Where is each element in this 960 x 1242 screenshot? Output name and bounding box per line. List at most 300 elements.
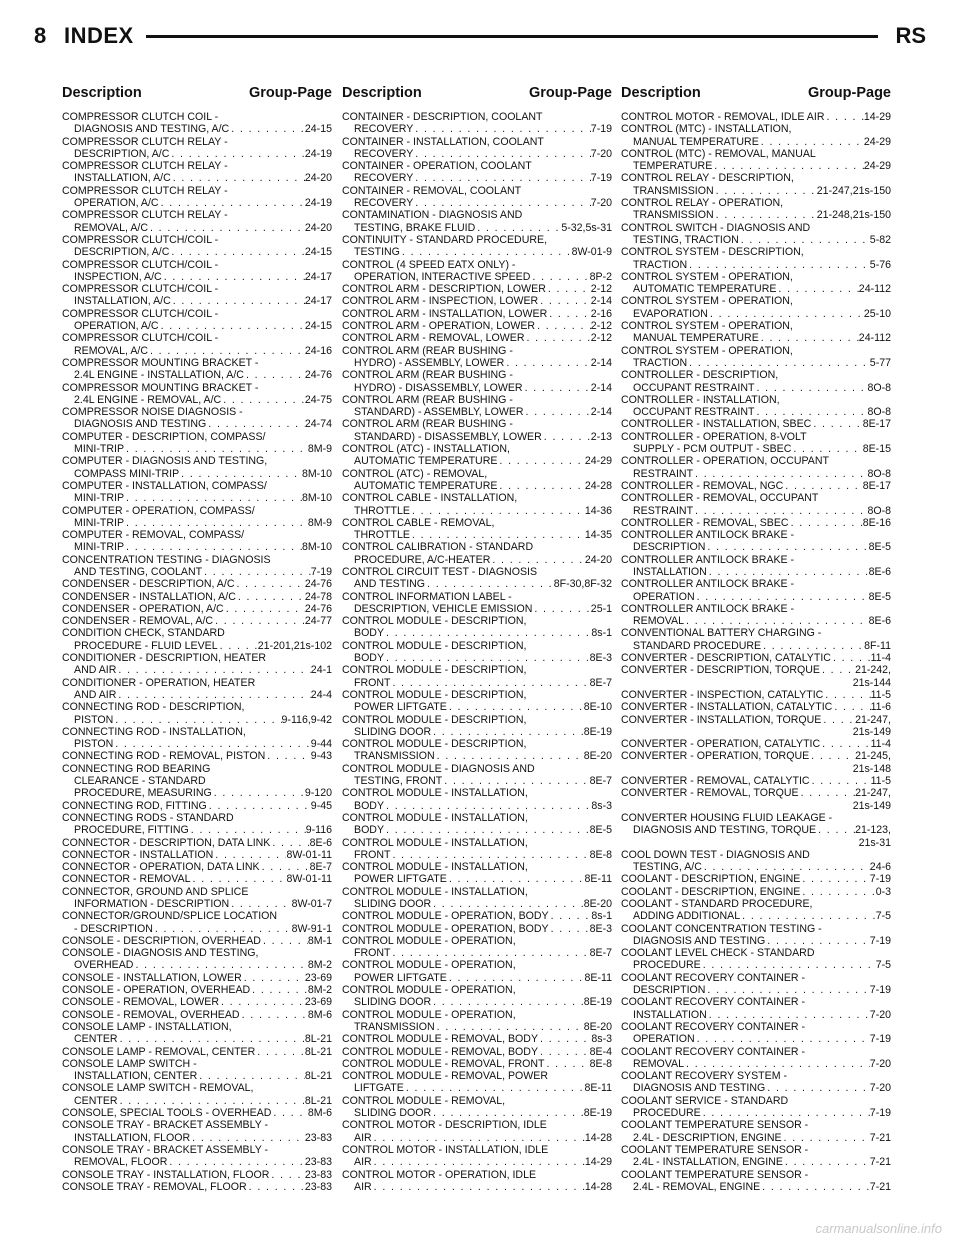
- entry-topic-line: [62, 959, 332, 971]
- dot-leader: [538, 295, 591, 307]
- index-entry: [342, 369, 612, 394]
- dot-leader: [530, 271, 589, 283]
- index-entry: [62, 1046, 332, 1058]
- entry-topic: CONVERTER - REMOVAL, CATALYTIC: [621, 775, 810, 788]
- group-page-ref: 24-29: [863, 135, 891, 148]
- entry-line: COMPUTER - DESCRIPTION, COMPASS/: [62, 430, 266, 443]
- entry-topic-line: [342, 775, 612, 787]
- entry-topic-line: [342, 246, 612, 258]
- entry-topic: EVAPORATION: [633, 307, 708, 320]
- group-page-ref: 7-5: [875, 959, 891, 972]
- group-page-ref: 8E-20: [583, 1020, 612, 1033]
- dot-leader: [116, 689, 310, 701]
- index-entry: [342, 1033, 612, 1045]
- entry-topic-line: [342, 824, 612, 836]
- entry-line: CONTROL CALIBRATION - STANDARD: [342, 541, 534, 554]
- group-page-ref: 5-32,5s-31: [561, 221, 612, 234]
- dot-leader: [823, 689, 870, 701]
- index-entry: [342, 308, 612, 320]
- entry-topic: CONSOLE, SPECIAL TOOLS - OVERHEAD: [62, 1107, 272, 1120]
- dot-leader: [782, 1132, 870, 1144]
- dot-leader: [213, 849, 286, 861]
- entry-topic: 2.4L - INSTALLATION, ENGINE: [633, 1156, 783, 1169]
- dot-leader: [242, 972, 305, 984]
- entry-topic: AIR: [354, 1131, 372, 1144]
- entry-topic: DESCRIPTION: [633, 984, 706, 997]
- entry-line: COMPRESSOR CLUTCH/COIL -: [62, 233, 219, 246]
- index-entry: [342, 1144, 612, 1169]
- entry-topic: CONVERTER - DESCRIPTION, TORQUE: [621, 664, 820, 677]
- entry-topic-line: [621, 136, 891, 148]
- index-entry: [62, 1119, 332, 1144]
- index-entry: [621, 1169, 891, 1194]
- entry-topic-line: [62, 148, 332, 160]
- entry-line: COMPRESSOR CLUTCH/COIL -: [62, 258, 219, 271]
- index-entry: [342, 1058, 612, 1070]
- group-page-ref: 8O-8: [867, 504, 891, 517]
- dot-leader: [435, 750, 584, 762]
- entry-topic: DIAGNOSIS AND TESTING, TORQUE: [633, 824, 817, 837]
- entry-topic: CONSOLE TRAY - INSTALLATION, FLOOR: [62, 1168, 270, 1181]
- index-entry: [62, 837, 332, 849]
- entry-line: CONTROL MODULE - DESCRIPTION,: [342, 664, 527, 677]
- entry-topic-line: [342, 677, 612, 689]
- entry-topic: CONTROL ARM - DESCRIPTION, LOWER: [342, 283, 546, 296]
- index-entry: [62, 185, 332, 210]
- group-page-ref: 8s-1: [591, 627, 612, 640]
- entry-topic: CONNECTOR - DESCRIPTION, DATA LINK: [62, 836, 271, 849]
- entry-topic-line: [62, 1070, 332, 1082]
- entry-topic-line: [342, 972, 612, 984]
- entry-line: CONSOLE - DIAGNOSIS AND TESTING,: [62, 947, 259, 960]
- dot-leader: [687, 259, 870, 271]
- entry-topic-line: [621, 640, 891, 652]
- entry-topic: FRONT: [354, 947, 391, 960]
- entry-topic-line: [621, 984, 891, 996]
- entry-topic: MANUAL TEMPERATURE: [633, 135, 759, 148]
- entry-topic: POWER LIFTGATE: [354, 971, 447, 984]
- entry-topic: PROCEDURE: [633, 1107, 701, 1120]
- entry-topic-line: [342, 382, 612, 394]
- entry-topic-line: [621, 750, 891, 762]
- dot-leader: [124, 517, 308, 529]
- index-entry: [621, 947, 891, 972]
- group-page-ref: 8E-4: [589, 1045, 612, 1058]
- index-entry: [342, 1095, 612, 1120]
- entry-topic-line: [62, 750, 332, 762]
- dot-leader: [190, 1132, 305, 1144]
- entry-line: CONTROL MODULE - OPERATION,: [342, 934, 516, 947]
- entry-topic: AIR: [354, 1180, 372, 1193]
- group-page-ref: 8O-8: [867, 406, 891, 419]
- entry-topic: AUTOMATIC TEMPERATURE: [354, 455, 498, 468]
- entry-line: CONTROL MODULE - DESCRIPTION,: [342, 639, 527, 652]
- entry-line: CONSOLE TRAY - BRACKET ASSEMBLY -: [62, 1143, 269, 1156]
- dot-leader: [224, 603, 305, 615]
- entry-topic: CONTROL ARM - INSPECTION, LOWER: [342, 295, 539, 308]
- entry-topic: CONSOLE - OPERATION, OVERHEAD: [62, 984, 251, 997]
- entry-line: CONTROL MODULE - OPERATION,: [342, 959, 516, 972]
- group-page-ref: 2-14: [590, 381, 612, 394]
- index-entry: [342, 837, 612, 862]
- entry-topic-line: [621, 566, 891, 578]
- index-entry: [342, 959, 612, 984]
- entry-line: COOLANT RECOVERY CONTAINER -: [621, 1020, 806, 1033]
- dot-leader: [413, 148, 591, 160]
- dot-leader: [413, 123, 591, 135]
- entry-topic: TEMPERATURE: [633, 160, 713, 173]
- group-page-ref: 7-19: [869, 1107, 891, 1120]
- entry-line: CONTROL SYSTEM - OPERATION,: [621, 270, 793, 283]
- group-page-ref: 2-14: [590, 406, 612, 419]
- dot-leader: [532, 603, 590, 615]
- entry-topic: LIFTGATE: [354, 1082, 404, 1095]
- group-page-ref: 8E-7: [589, 947, 612, 960]
- entry-topic-line: [621, 824, 891, 836]
- dot-leader: [255, 1046, 305, 1058]
- entry-topic: REMOVAL, FLOOR: [74, 1156, 168, 1169]
- entry-topic: BODY: [354, 799, 385, 812]
- group-page-ref-continued: 21s-148: [852, 762, 891, 775]
- entry-line: COMPUTER - OPERATION, COMPASS/: [62, 504, 255, 517]
- dot-leader: [218, 640, 258, 652]
- group-page-ref: 8E-7: [589, 775, 612, 788]
- entry-topic: CONVERTER - DESCRIPTION, CATALYTIC: [621, 652, 831, 665]
- dot-leader: [708, 308, 864, 320]
- entry-topic-line: [621, 357, 891, 369]
- entry-topic-line: [621, 259, 891, 271]
- index-entry: [621, 1095, 891, 1120]
- dot-leader: [372, 1181, 585, 1193]
- dot-leader: [824, 111, 863, 123]
- entry-topic: CONSOLE - REMOVAL, LOWER: [62, 996, 219, 1009]
- index-entry: [342, 418, 612, 443]
- group-page-ref: 8E-19: [583, 1107, 612, 1120]
- entry-topic-line: [342, 529, 612, 541]
- entry-line: CONSOLE LAMP - INSTALLATION,: [62, 1020, 232, 1033]
- entry-topic: BODY: [354, 627, 385, 640]
- dot-leader: [821, 714, 855, 726]
- entry-topic-line: [342, 1181, 612, 1193]
- group-page-ref: 9-45: [310, 799, 332, 812]
- entry-line: COMPRESSOR CLUTCH RELAY -: [62, 160, 228, 173]
- entry-line: CONTROL CABLE - INSTALLATION,: [342, 492, 518, 505]
- index-entry: [342, 787, 612, 812]
- entry-topic-line: [621, 935, 891, 947]
- entry-line: COOLANT TEMPERATURE SENSOR -: [621, 1119, 809, 1132]
- dot-leader: [250, 984, 308, 996]
- group-page-ref: 8L-21: [304, 1070, 332, 1083]
- index-entry: [342, 738, 612, 763]
- entry-line: CONTROL MODULE - DESCRIPTION,: [342, 688, 527, 701]
- entry-topic-line: [62, 984, 332, 996]
- index-entry: [62, 812, 332, 837]
- group-page-ref-continued: 21s-31: [858, 836, 891, 849]
- dot-leader: [538, 1033, 591, 1045]
- entry-topic: FRONT: [354, 848, 391, 861]
- entry-topic-line: [621, 664, 891, 676]
- entry-topic-line: [342, 652, 612, 664]
- entry-line: CLEARANCE - STANDARD: [74, 775, 206, 788]
- group-page-ref: 23-83: [304, 1156, 332, 1169]
- index-entry: [342, 566, 612, 591]
- group-page-ref: 25-10: [863, 307, 891, 320]
- entry-topic-line: [62, 738, 332, 750]
- index-entry: [62, 259, 332, 284]
- entry-topic-line: [621, 1033, 891, 1045]
- entry-topic: TESTING, FRONT: [354, 775, 443, 788]
- entry-topic: REMOVAL: [633, 1057, 685, 1070]
- group-page-ref: 8E-5: [589, 824, 612, 837]
- entry-topic: THROTTLE: [354, 529, 410, 542]
- dot-leader: [810, 775, 871, 787]
- entry-topic-line: [621, 738, 891, 750]
- entry-topic-line: [342, 1021, 612, 1033]
- group-page-ref: 24-6: [869, 861, 891, 874]
- group-page-ref: 24-20: [584, 553, 612, 566]
- entry-topic: CONSOLE - DESCRIPTION, OVERHEAD: [62, 934, 261, 947]
- group-page-ref: 8M-1: [307, 934, 332, 947]
- index-entry: [621, 345, 891, 370]
- dot-leader: [247, 1181, 305, 1193]
- entry-topic: BODY: [354, 824, 385, 837]
- entry-topic-line: [621, 689, 891, 701]
- index-entry: [62, 1169, 332, 1181]
- entry-line: COMPRESSOR NOISE DIAGNOSIS -: [62, 406, 243, 419]
- dot-leader: [236, 591, 305, 603]
- entry-topic: CONDENSER - INSTALLATION, A/C: [62, 590, 236, 603]
- entry-line: CONTROL (4 SPEED EATX ONLY) -: [342, 258, 516, 271]
- group-page-ref: 8E-7: [589, 676, 612, 689]
- entry-line: CONTROL CABLE - REMOVAL,: [342, 516, 495, 529]
- index-entry: [62, 996, 332, 1008]
- index-entry: [62, 111, 332, 136]
- dot-leader: [148, 222, 305, 234]
- dot-leader: [118, 1095, 305, 1107]
- group-page-ref: 8L-21: [304, 1045, 332, 1058]
- index-entry: [342, 1009, 612, 1034]
- dot-leader: [431, 1107, 584, 1119]
- entry-topic: CONSOLE TRAY - REMOVAL, FLOOR: [62, 1180, 247, 1193]
- dot-leader: [260, 861, 310, 873]
- group-page-ref: 8E-20: [583, 750, 612, 763]
- dot-leader: [206, 418, 305, 430]
- entry-topic-line: [62, 849, 332, 861]
- entry-topic: CONSOLE LAMP - REMOVAL, CENTER: [62, 1045, 256, 1058]
- entry-line: CONTROL ARM (REAR BUSHING -: [342, 393, 513, 406]
- entry-line: CONTROLLER - OPERATION, OCCUPANT: [621, 455, 829, 468]
- entry-topic: DIAGNOSIS AND TESTING, A/C: [74, 123, 230, 136]
- index-entry: [621, 873, 891, 885]
- entry-topic-line: [62, 468, 332, 480]
- entry-topic: REMOVAL, A/C: [74, 221, 148, 234]
- entry-topic-line: [62, 837, 332, 849]
- group-page-ref: 23-69: [304, 996, 332, 1009]
- dot-leader: [707, 1009, 870, 1021]
- index-entry: [621, 529, 891, 554]
- entry-topic: MANUAL TEMPERATURE: [633, 332, 759, 345]
- entry-topic: SLIDING DOOR: [354, 996, 432, 1009]
- group-page-ref: 24-20: [304, 221, 332, 234]
- group-page-ref: 23-83: [304, 1180, 332, 1193]
- dot-leader: [702, 861, 870, 873]
- index-entry: [621, 431, 891, 456]
- entry-topic-line: [62, 443, 332, 455]
- index-entry: [62, 1058, 332, 1083]
- entry-line: CONTROL ARM (REAR BUSHING -: [342, 369, 513, 382]
- entry-topic-line: [342, 627, 612, 639]
- index-entry: [621, 923, 891, 948]
- entry-topic: COOLANT - DESCRIPTION, ENGINE: [621, 873, 801, 886]
- index-entry: [621, 492, 891, 517]
- index-entry: [62, 382, 332, 407]
- entry-topic-line: [342, 1132, 612, 1144]
- entry-line: CONTROLLER ANTILOCK BRAKE -: [621, 578, 795, 591]
- dot-leader: [384, 800, 591, 812]
- dot-leader: [271, 1107, 307, 1119]
- index-entry: [62, 455, 332, 480]
- index-entry: [62, 431, 332, 456]
- dot-leader: [447, 701, 584, 713]
- entry-topic-line: [621, 1156, 891, 1168]
- entry-line: CONTROL MODULE - REMOVAL, POWER: [342, 1070, 549, 1083]
- entry-line: CONNECTING ROD BEARING: [62, 762, 211, 775]
- entry-line: CONTROL MODULE - DESCRIPTION,: [342, 738, 527, 751]
- index-entry: [621, 123, 891, 148]
- index-entry: [62, 947, 332, 972]
- group-page-ref: 7-19: [869, 984, 891, 997]
- index-entry: [62, 591, 332, 603]
- entry-line: CONTROL RELAY - OPERATION,: [621, 197, 784, 210]
- entry-line: COMPUTER - REMOVAL, COMPASS/: [62, 529, 245, 542]
- group-page-ref: 24-17: [304, 295, 332, 308]
- dot-leader: [133, 959, 307, 971]
- entry-topic: STANDARD PROCEDURE: [633, 639, 762, 652]
- entry-topic: OPERATION: [633, 590, 695, 603]
- entry-topic: THROTTLE: [354, 504, 410, 517]
- entry-line: COOLANT - STANDARD PROCEDURE,: [621, 898, 813, 910]
- dot-leader: [799, 787, 855, 799]
- entry-topic: CONTROLLER - REMOVAL, NGC: [621, 479, 784, 492]
- entry-topic-line: [621, 505, 891, 517]
- index-entry: [342, 689, 612, 714]
- entry-topic-line: [62, 689, 332, 701]
- entry-topic: REMOVAL: [633, 615, 685, 628]
- entry-line: COOLANT LEVEL CHECK - STANDARD: [621, 947, 815, 960]
- group-page-ref: 8W-01-11: [286, 848, 332, 861]
- entry-topic: CONNECTOR - OPERATION, DATA LINK: [62, 861, 260, 874]
- group-page-ref: 8s-1: [591, 910, 612, 923]
- index-entry: [342, 1070, 612, 1095]
- entry-topic: BODY: [354, 652, 385, 665]
- entry-line: CONTROL MODULE - INSTALLATION,: [342, 836, 528, 849]
- group-page-ref-continued: 21s-144: [852, 676, 891, 689]
- entry-topic: STANDARD) - DISASSEMBLY, LOWER: [354, 430, 542, 443]
- entry-topic-line: [342, 222, 612, 234]
- index-entry: [62, 910, 332, 935]
- entry-line: CONTROLLER ANTILOCK BRAKE -: [621, 553, 795, 566]
- entry-topic: CONVERTER - INSTALLATION, TORQUE: [621, 713, 822, 726]
- entry-topic: DESCRIPTION, A/C: [74, 147, 170, 160]
- index-entry: [621, 627, 891, 652]
- section-code: RS: [895, 23, 926, 48]
- index-entry: [62, 308, 332, 333]
- dot-leader: [171, 172, 305, 184]
- entry-line: CONTROL MODULE - DESCRIPTION,: [342, 615, 527, 628]
- group-page-ref: 8L-21: [304, 1033, 332, 1046]
- entry-line: CONDITIONER - DESCRIPTION, HEATER: [62, 652, 267, 665]
- entry-topic-line: [62, 295, 332, 307]
- entry-topic: RESTRAINT: [633, 504, 694, 517]
- group-page-ref: 8E-6: [868, 565, 891, 578]
- entry-topic-line: [621, 910, 891, 922]
- group-page-heading: Group-Page: [249, 85, 332, 101]
- index-entry: [342, 591, 612, 616]
- group-page-ref: 8E-16: [862, 516, 891, 529]
- dot-leader: [118, 1033, 305, 1045]
- entry-topic: OPERATION, A/C: [74, 197, 159, 210]
- index-entry: [62, 701, 332, 726]
- entry-line: CONSOLE LAMP SWITCH - REMOVAL,: [62, 1082, 254, 1095]
- entry-topic: SLIDING DOOR: [354, 1107, 432, 1120]
- group-page-ref: 24-15: [304, 246, 332, 259]
- entry-topic-line: [62, 123, 332, 135]
- index-entry: [62, 726, 332, 751]
- dot-leader: [714, 185, 817, 197]
- group-page-ref: 8E-6: [309, 836, 332, 849]
- entry-topic-line: [621, 332, 891, 344]
- entry-topic: 2.4L ENGINE - REMOVAL, A/C: [74, 393, 222, 406]
- entry-topic: CONTROL ARM - OPERATION, LOWER: [342, 320, 536, 333]
- group-page-ref: 8W-01-7: [291, 898, 332, 910]
- index-entry: [621, 775, 891, 787]
- dot-leader: [712, 160, 864, 172]
- entry-topic: MINI-TRIP: [74, 516, 125, 529]
- dot-leader: [705, 541, 868, 553]
- group-page-ref: 7-5: [875, 910, 891, 923]
- entry-topic: PROCEDURE, A/C-HEATER: [354, 553, 491, 566]
- entry-topic: CONVERTER - REMOVAL, TORQUE: [621, 787, 799, 800]
- entry-topic-line: [62, 369, 332, 381]
- entry-line: CONTROLLER - REMOVAL, OCCUPANT: [621, 492, 819, 505]
- group-page-ref: 5-82: [869, 233, 891, 246]
- group-page-ref: 8M-2: [307, 959, 332, 972]
- entry-topic: PROCEDURE: [633, 959, 701, 972]
- entry-topic: CONVERTER - INSTALLATION, CATALYTIC: [621, 701, 833, 714]
- index-entry: [621, 394, 891, 419]
- entry-topic-line: [621, 959, 891, 971]
- group-page-ref: 8E-20: [583, 898, 612, 910]
- entry-topic: CONTROL MODULE - REMOVAL, BODY: [342, 1045, 539, 1058]
- dot-leader: [544, 1058, 589, 1070]
- index-entry: [62, 529, 332, 554]
- entry-topic-line: [62, 1095, 332, 1107]
- index-entry: [62, 160, 332, 185]
- group-page-ref: 24-17: [304, 270, 332, 283]
- group-page-ref: 8P-2: [589, 270, 612, 283]
- dot-leader: [189, 824, 306, 836]
- entry-topic: CONTROL ARM - REMOVAL, LOWER: [342, 332, 525, 345]
- entry-topic: TRACTION: [633, 356, 688, 369]
- entry-topic-line: [62, 824, 332, 836]
- entry-line: CONSOLE LAMP SWITCH -: [62, 1057, 197, 1070]
- entry-topic-line: [62, 615, 332, 627]
- entry-topic-line: [342, 849, 612, 861]
- entry-topic-line: [62, 861, 332, 873]
- dot-leader: [265, 750, 311, 762]
- entry-topic-line: [342, 947, 612, 959]
- dot-leader: [148, 345, 305, 357]
